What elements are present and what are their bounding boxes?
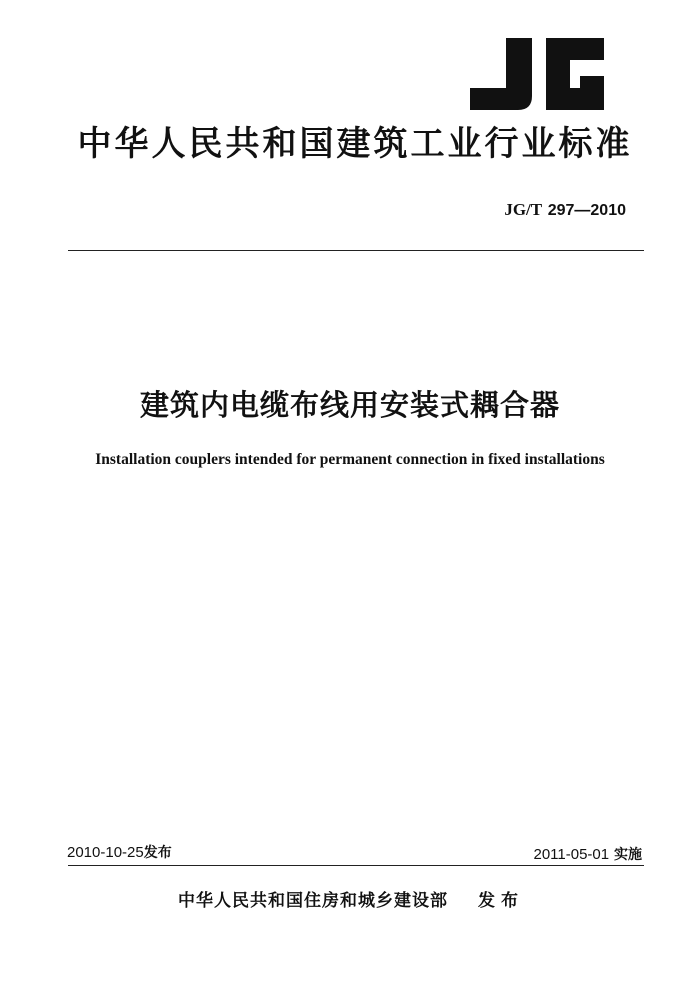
issuer-release-label: 发布 [478, 891, 524, 911]
jg-logo [466, 38, 604, 110]
standard-code [504, 200, 626, 220]
issuer-name: 中华人民共和国住房和城乡建设部 [178, 891, 448, 911]
publish-date-line [67, 842, 172, 862]
standard-code-number: 297—2010 [547, 202, 626, 219]
publish-date: 2010-10-25 [67, 844, 144, 861]
standard-category-title: 中华人民共和国建筑工业行业标准 [77, 124, 633, 164]
jg-logo-graphic [466, 38, 604, 110]
implement-date-line [534, 844, 643, 864]
document-title-chinese: 建筑内电缆布线用安装式耦合器 [139, 388, 560, 422]
standard-code-prefix: JG/T [504, 200, 543, 219]
bottom-divider [68, 865, 644, 866]
top-divider [68, 250, 644, 251]
document-title-english: Installation couplers intended for permanent connection in fixed installations [95, 451, 605, 468]
publish-label: 发布 [143, 845, 172, 861]
implement-date: 2011-05-01 [533, 846, 610, 863]
implement-label: 实施 [614, 847, 642, 863]
issuer-line [178, 886, 524, 911]
